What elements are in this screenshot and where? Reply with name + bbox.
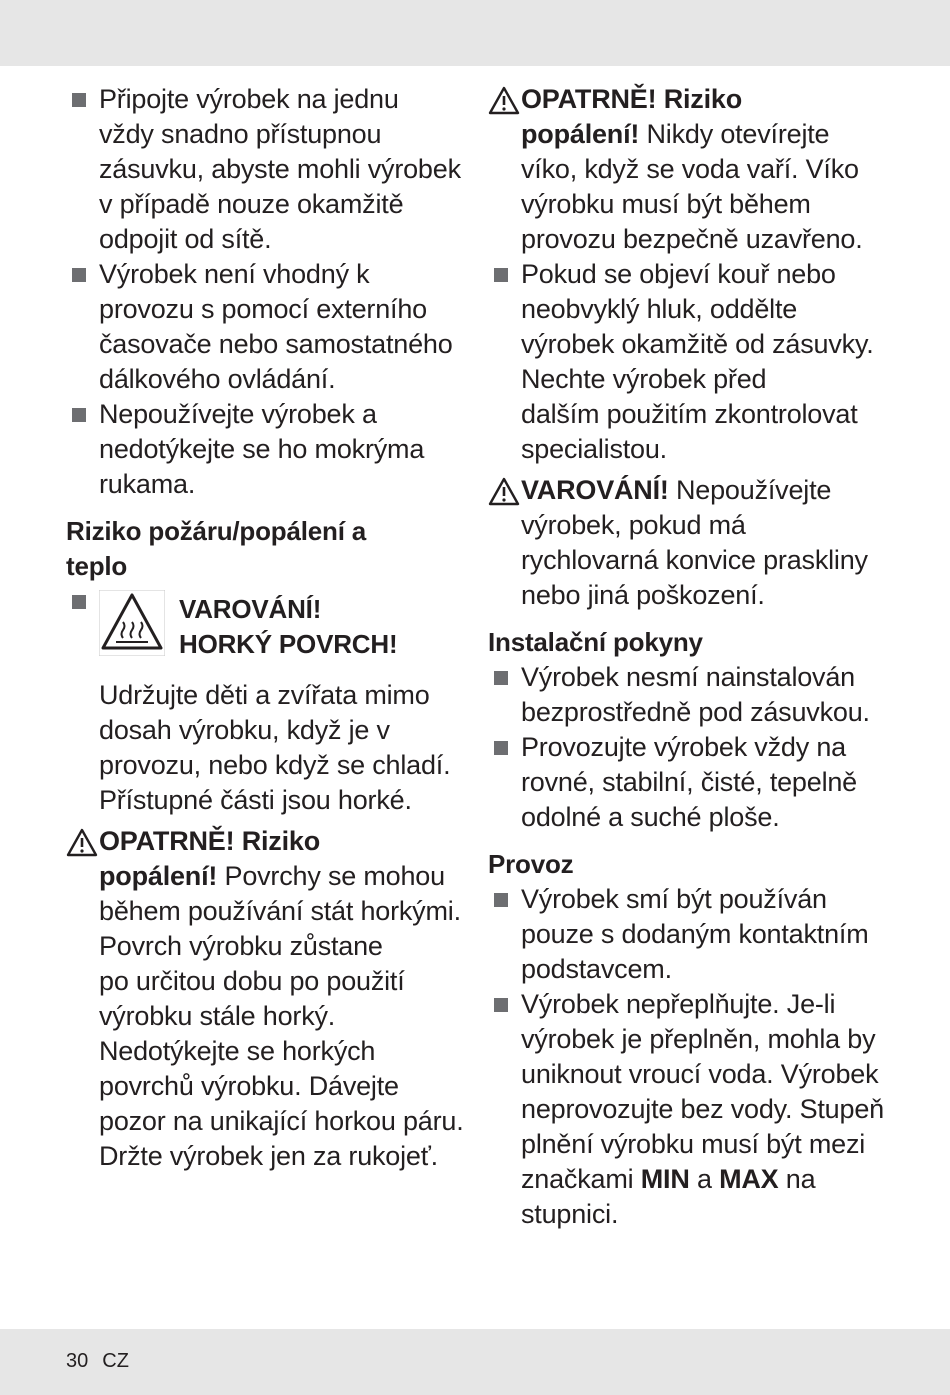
text-line: odolné a suché ploše. [521,802,780,832]
hot-surface-label [179,592,397,662]
bullet-wet-hands [66,397,466,502]
text-line: během používání stát horkými. [99,896,461,926]
text-line: rukama. [99,469,196,499]
text-line: Přístupné části jsou horké. [99,785,412,815]
bullet-plug-socket [66,82,466,257]
text-fragment: na [778,1164,816,1194]
text-line: časovače nebo samostatného [99,329,453,359]
text-line: uniknout vroucí voda. Výrobek [521,1059,879,1089]
text-fragment: Povrchy se mohou [217,861,445,891]
text-line: zásuvku, abyste mohli výrobek [99,154,461,184]
square-bullet-icon [494,741,508,755]
text-line: provozu s pomocí externího [99,294,427,324]
footer [66,1350,143,1373]
text-line [521,473,888,508]
hot-surface-line: HORKÝ POVRCH! [179,629,398,659]
text-line: výrobek okamžitě od zásuvky. [521,329,874,359]
square-bullet-icon [494,998,508,1012]
heading-line: Riziko požáru/popálení a [66,516,367,546]
text-line: odpojit od sítě. [99,224,272,254]
text-line: Udržujte děti a zvířata mimo [99,680,430,710]
text-line: rovné, stabilní, čisté, tepelně [521,767,857,797]
square-bullet-icon [72,268,86,282]
hot-surface-line: VAROVÁNÍ! [179,594,322,624]
square-bullet-icon [72,595,86,609]
caution-title: OPATRNĚ! Riziko [99,826,321,856]
square-bullet-icon [494,671,508,685]
text-line: Pokud se objeví kouř nebo [521,259,836,289]
square-bullet-icon [72,93,86,107]
text-line: Držte výrobek jen za rukojeť. [99,1141,438,1171]
text-line: Nepoužívejte výrobek a [99,399,377,429]
text-line: Výrobek nesmí nainstalován [521,662,855,692]
caution-title: OPATRNĚ! Riziko [521,84,743,114]
bullet-install-surface [488,730,888,835]
text-fragment: Nikdy otevírejte [639,119,830,149]
text-line: plnění výrobku musí být mezi [521,1129,866,1159]
warning-triangle-icon [66,828,98,857]
text-line: pouze s dodaným kontaktním [521,919,869,949]
text-line: stupnici. [521,1199,619,1229]
text-line: Výrobek smí být používán [521,884,827,914]
heading-fire-risk [66,514,466,584]
text-line: víko, když se voda vaří. Víko [521,154,859,184]
square-bullet-icon [494,268,508,282]
text-line [521,1162,888,1197]
text-line: vždy snadno přístupnou [99,119,382,149]
text-line: Povrch výrobku zůstane [99,931,383,961]
text-line: nebo jiná poškození. [521,580,765,610]
text-fragment: Nepoužívejte [668,475,832,505]
caution-burn-surfaces [66,824,466,1174]
text-line: specialistou. [521,434,667,464]
page-number: 30 [66,1350,89,1372]
text-line: provozu bezpečně uzavřeno. [521,224,863,254]
text-line: nedotýkejte se ho mokrýma [99,434,425,464]
caution-burn-lid [488,82,888,257]
text-line: Provozujte výrobek vždy na [521,732,846,762]
heading-line: teplo [66,551,128,581]
warning-triangle-icon [488,477,520,506]
text-line [521,117,888,152]
square-bullet-icon [494,893,508,907]
hot-surface-warning [66,584,466,660]
heading-operation: Provoz [488,849,574,879]
text-line: podstavcem. [521,954,672,984]
text-line: výrobek je přeplněn, mohla by [521,1024,876,1054]
warning-cracks [488,473,888,613]
text-line: v případě nouze okamžitě [99,189,404,219]
text-line: rychlovarná konvice praskliny [521,545,868,575]
right-column [488,82,888,1232]
caution-subtitle: popálení! [99,861,218,891]
hot-surface-text [66,678,466,818]
min-mark: MIN [640,1164,690,1194]
text-fragment: značkami [521,1164,641,1194]
heading-installation: Instalační pokyny [488,627,703,657]
warning-triangle-icon [488,86,520,115]
bullet-timer [66,257,466,397]
text-line: Výrobek nepřeplňujte. Je-li [521,989,836,1019]
text-line: povrchů výrobku. Dávejte [99,1071,399,1101]
square-bullet-icon [72,408,86,422]
text-line [99,859,466,894]
text-line: provozu, nebo když se chladí. [99,750,451,780]
bullet-install-socket [488,660,888,730]
text-line: dalším použitím zkontrolovat [521,399,858,429]
bullet-overfill [488,987,888,1232]
text-line: Připojte výrobek na jednu [99,84,399,114]
text-fragment: a [689,1164,720,1194]
text-line: neprovozujte bez vody. Stupeň [521,1094,884,1124]
text-line: výrobku musí být během [521,189,811,219]
warning-title: VAROVÁNÍ! [521,475,669,505]
text-line: bezprostředně pod zásuvkou. [521,697,870,727]
text-line: výrobku stále horký. [99,1001,336,1031]
text-line: Výrobek není vhodný k [99,259,370,289]
text-line: Nechte výrobek před [521,364,767,394]
text-line: dosah výrobku, když je v [99,715,390,745]
text-line: Nedotýkejte se horkých [99,1036,376,1066]
header-band [0,0,950,66]
hot-surface-icon [99,590,165,656]
text-line: neobvyklý hluk, oddělte [521,294,798,324]
text-line: výrobek, pokud má [521,510,746,540]
caution-subtitle: popálení! [521,119,640,149]
bullet-base-station [488,882,888,987]
bullet-smoke-noise [488,257,888,467]
max-mark: MAX [719,1164,779,1194]
language-code: CZ [102,1350,129,1372]
text-line: po určitou dobu po použití [99,966,405,996]
left-column [66,82,466,1174]
text-line: pozor na unikající horkou páru. [99,1106,464,1136]
text-line: dálkového ovládání. [99,364,336,394]
